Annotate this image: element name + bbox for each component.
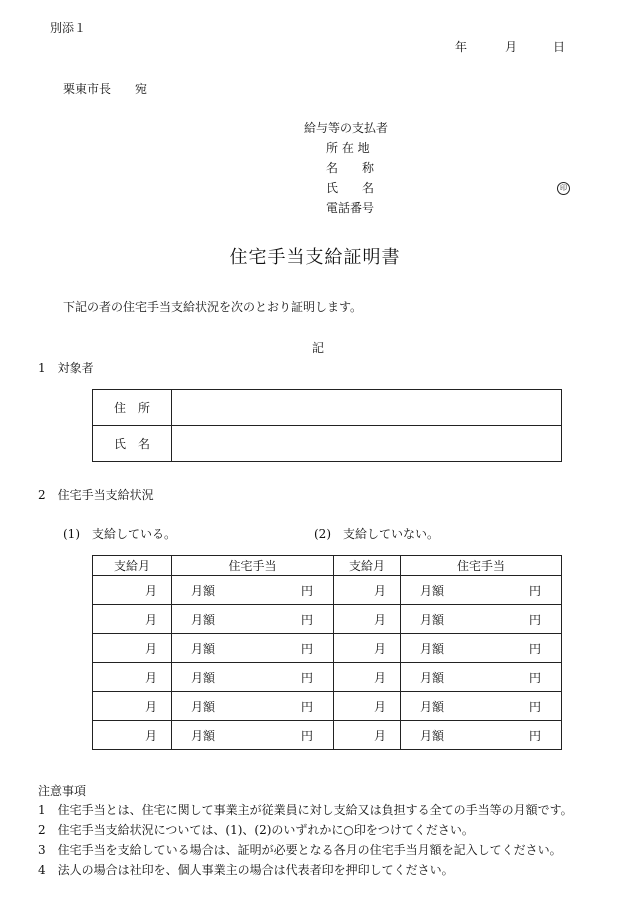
month-unit: 月 — [144, 612, 157, 627]
month-unit: 月 — [144, 699, 157, 714]
yen-unit: 円 — [528, 699, 541, 714]
amount-cell[interactable] — [401, 721, 562, 750]
header-month-left: 支給月 — [93, 556, 172, 576]
allowance-row — [93, 692, 562, 721]
yen-unit: 円 — [300, 612, 313, 627]
month-cell[interactable] — [334, 692, 401, 721]
month-unit: 月 — [373, 612, 386, 627]
amount-label: 月額 — [420, 612, 445, 627]
month-cell[interactable] — [334, 605, 401, 634]
yen-unit: 円 — [300, 583, 313, 598]
amount-label: 月額 — [191, 583, 216, 598]
month-cell[interactable] — [93, 634, 172, 663]
amount-cell[interactable] — [401, 605, 562, 634]
month-cell[interactable] — [93, 692, 172, 721]
month-unit: 月 — [373, 728, 386, 743]
amount-cell[interactable] — [401, 692, 562, 721]
name-label-cell: 氏 名 — [93, 426, 172, 462]
month-unit: 月 — [144, 641, 157, 656]
notes-heading: 注意事項 — [38, 784, 87, 798]
address-value-cell[interactable] — [172, 390, 562, 426]
payer-heading: 給与等の支払者 — [304, 121, 389, 135]
intro-text: 下記の者の住宅手当支給状況を次のとおり証明します。 — [63, 300, 363, 314]
amount-cell[interactable] — [401, 576, 562, 605]
name-value-cell[interactable] — [172, 426, 562, 462]
allowance-row — [93, 663, 562, 692]
amount-label: 月額 — [420, 583, 445, 598]
allowance-row — [93, 634, 562, 663]
month-unit: 月 — [373, 641, 386, 656]
section2-heading: 2 住宅手当支給状況 — [38, 488, 154, 502]
date-month: 月 — [505, 40, 518, 54]
addressee: 栗東市長 宛 — [63, 82, 148, 96]
attachment-label: 別添１ — [50, 21, 87, 35]
month-cell[interactable] — [334, 576, 401, 605]
subject-table — [92, 389, 562, 462]
payer-name-label: 名 称 — [326, 161, 375, 175]
month-cell[interactable] — [334, 721, 401, 750]
month-unit: 月 — [373, 670, 386, 685]
option-paying[interactable]: (1) 支給している。 — [63, 527, 176, 541]
yen-unit: 円 — [528, 583, 541, 598]
month-unit: 月 — [144, 583, 157, 598]
month-cell[interactable] — [93, 721, 172, 750]
payer-phone-label: 電話番号 — [326, 201, 375, 215]
yen-unit: 円 — [300, 641, 313, 656]
month-cell[interactable] — [93, 663, 172, 692]
header-allowance-left: 住宅手当 — [172, 556, 334, 576]
yen-unit: 円 — [528, 612, 541, 627]
payer-address-label: 所 在 地 — [326, 141, 370, 155]
amount-label: 月額 — [420, 728, 445, 743]
month-unit: 月 — [373, 699, 386, 714]
section1-heading: 1 対象者 — [38, 361, 94, 375]
amount-label: 月額 — [191, 612, 216, 627]
seal-circle: 印 — [557, 182, 570, 195]
note-item: 1 住宅手当とは、住宅に関して事業主が従業員に対し支給又は負担する全ての手当等の月額です。 — [38, 803, 573, 817]
allowance-row — [93, 605, 562, 634]
month-unit: 月 — [144, 728, 157, 743]
allowance-table — [92, 555, 562, 750]
yen-unit: 円 — [528, 728, 541, 743]
month-unit: 月 — [144, 670, 157, 685]
ki-heading: 記 — [312, 341, 325, 355]
month-cell[interactable] — [334, 663, 401, 692]
header-month-right: 支給月 — [334, 556, 401, 576]
month-cell[interactable] — [93, 576, 172, 605]
allowance-row — [93, 721, 562, 750]
amount-cell[interactable] — [172, 663, 334, 692]
amount-cell[interactable] — [172, 605, 334, 634]
amount-label: 月額 — [191, 699, 216, 714]
seal-mark — [557, 179, 570, 195]
yen-unit: 円 — [300, 699, 313, 714]
amount-cell[interactable] — [172, 634, 334, 663]
month-cell[interactable] — [93, 605, 172, 634]
yen-unit: 円 — [300, 728, 313, 743]
date-year: 年 — [455, 40, 468, 54]
amount-label: 月額 — [191, 670, 216, 685]
allowance-row — [93, 576, 562, 605]
header-allowance-right: 住宅手当 — [401, 556, 562, 576]
amount-cell[interactable] — [401, 663, 562, 692]
amount-cell[interactable] — [172, 721, 334, 750]
amount-label: 月額 — [420, 699, 445, 714]
amount-label: 月額 — [420, 641, 445, 656]
amount-label: 月額 — [191, 728, 216, 743]
document-title: 住宅手当支給証明書 — [229, 247, 401, 268]
date-day: 日 — [553, 40, 566, 54]
yen-unit: 円 — [300, 670, 313, 685]
month-unit: 月 — [373, 583, 386, 598]
address-label-cell: 住 所 — [93, 390, 172, 426]
amount-label: 月額 — [191, 641, 216, 656]
note-item: 2 住宅手当支給状況については、(1)、(2)のいずれかに○印をつけてください。 — [38, 823, 474, 837]
amount-label: 月額 — [420, 670, 445, 685]
payer-person-label: 氏 名 — [326, 181, 375, 195]
amount-cell[interactable] — [172, 576, 334, 605]
option-not-paying[interactable]: (2) 支給していない。 — [314, 527, 439, 541]
note-item: 4 法人の場合は社印を、個人事業主の場合は代表者印を押印してください。 — [38, 863, 454, 877]
yen-unit: 円 — [528, 670, 541, 685]
note-item: 3 住宅手当を支給している場合は、証明が必要となる各月の住宅手当月額を記入してください。 — [38, 843, 562, 857]
amount-cell[interactable] — [172, 692, 334, 721]
month-cell[interactable] — [334, 634, 401, 663]
amount-cell[interactable] — [401, 634, 562, 663]
yen-unit: 円 — [528, 641, 541, 656]
